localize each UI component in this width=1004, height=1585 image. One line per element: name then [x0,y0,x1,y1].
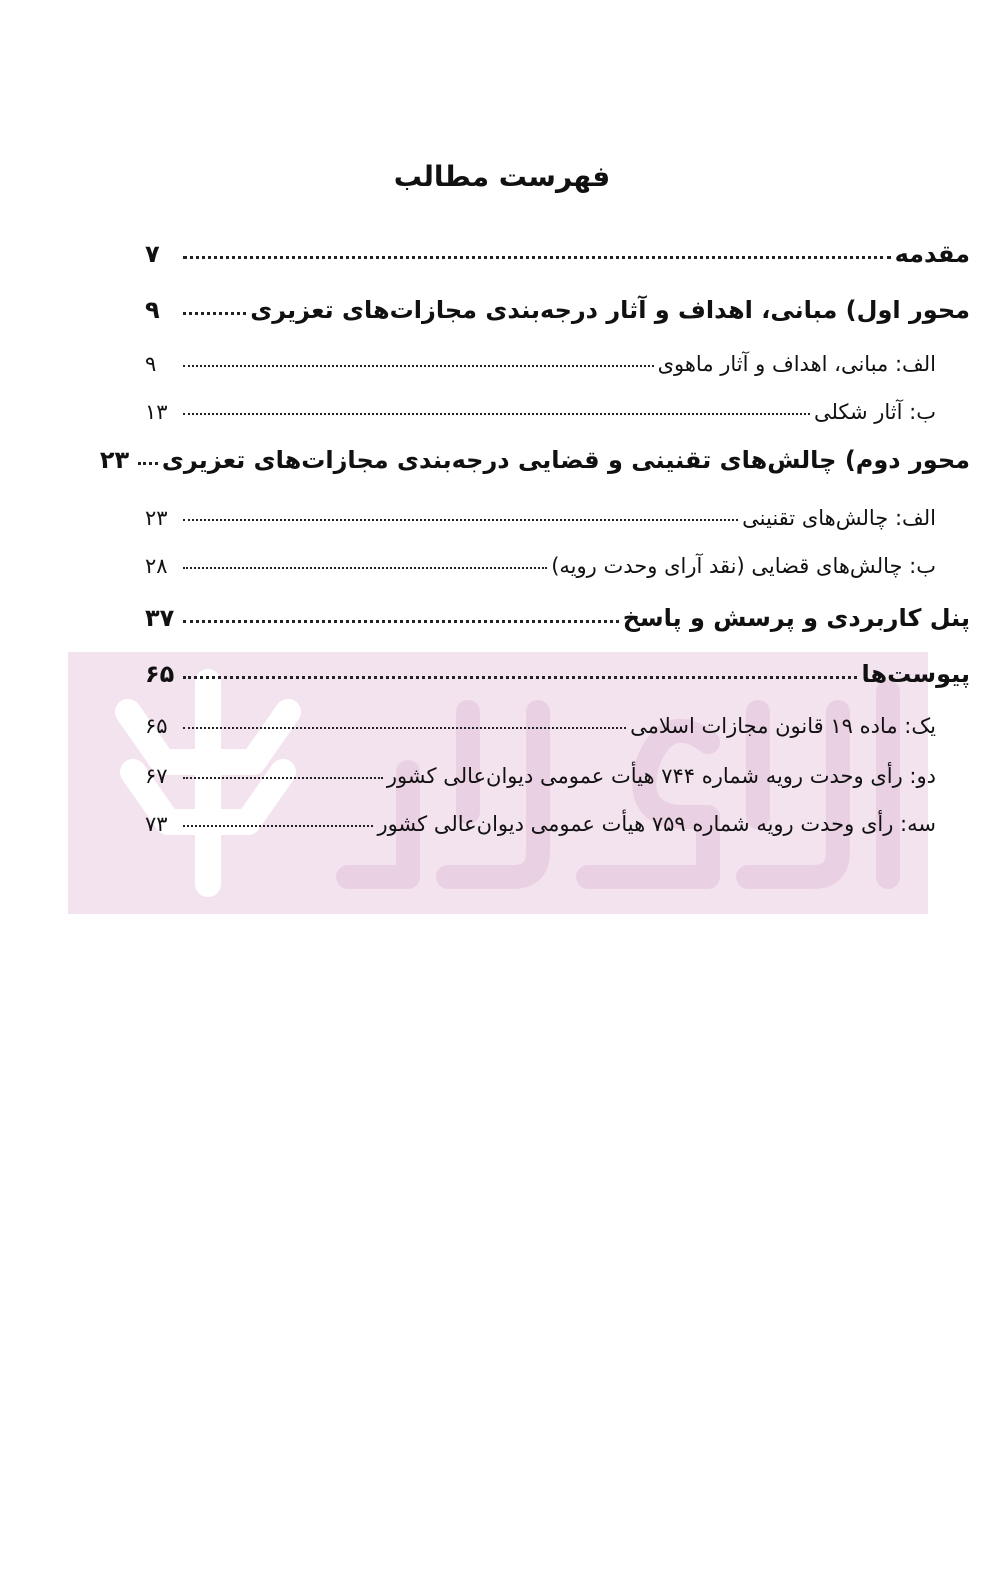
toc-entry-appendix-3[interactable] [145,796,970,836]
toc-entry-axis-2[interactable] [99,434,970,474]
toc-entry-label: ب: چالش‌های قضایی (نقد آرای وحدت رویه) [551,554,936,578]
dot-leader [183,825,373,827]
toc-entry-page: ۶۷ [145,764,168,788]
dot-leader [183,777,383,779]
toc-entry-page: ۲۳ [99,446,130,474]
dot-leader [183,567,547,569]
toc-entry-label: مقدمه [894,240,970,268]
dot-leader [183,256,891,259]
toc-entry-page: ۲۸ [145,554,168,578]
toc-entry-label: پیوست‌ها [861,660,970,688]
toc-entry-appendix-1[interactable] [145,698,970,738]
dot-leader [183,413,810,415]
dot-leader [183,519,738,521]
toc-entry-practical-panel[interactable] [145,592,970,632]
toc-entry-page: ۳۷ [145,604,175,632]
toc-entry-label: یک: ماده ۱۹ قانون مجازات اسلامی [630,714,936,738]
toc-entry-page: ۶۵ [145,714,168,738]
dot-leader [183,676,857,679]
page-title: فهرست مطالب [393,160,611,193]
toc-entry-axis-1-a[interactable] [145,336,970,376]
toc-entry-label: الف: مبانی، اهداف و آثار ماهوی [657,352,936,376]
toc-entry-axis-2-a[interactable] [145,490,970,530]
toc-entry-label: پنل کاربردی و پرسش و پاسخ [622,604,970,632]
toc-entry-label: ب: آثار شکلی [813,400,936,424]
toc-entry-page: ۷۳ [145,812,168,836]
dot-leader [138,462,158,465]
toc-entry-page: ۹ [145,296,160,324]
toc-entry-label: سه: رأی وحدت رویه شماره ۷۵۹ هیأت عمومی دیوان‌عالی کشور [377,812,936,836]
dot-leader [183,727,626,729]
toc-entry-page: ۲۳ [145,506,168,530]
toc-entry-axis-1[interactable] [145,284,970,324]
toc-entry-axis-2-b[interactable] [145,538,970,578]
toc-entry-introduction[interactable] [145,228,970,268]
toc-entry-label: محور اول) مبانی، اهداف و آثار درجه‌بندی مجازات‌های تعزیری [250,296,970,324]
toc-entry-page: ۹ [145,352,157,376]
toc-entry-axis-1-b[interactable] [145,384,970,424]
toc-entry-appendix-2[interactable] [145,748,970,788]
toc-entry-label: محور دوم) چالش‌های تقنینی و قضایی درجه‌بندی مجازات‌های تعزیری [161,446,970,474]
dot-leader [183,620,619,623]
toc-entry-label: الف: چالش‌های تقنینی [742,506,936,530]
toc-entry-appendices[interactable] [145,648,970,688]
toc-entry-label: دو: رأی وحدت رویه شماره ۷۴۴ هیأت عمومی دیوان‌عالی کشور [386,764,936,788]
dot-leader [183,365,654,367]
toc-entry-page: ۱۳ [145,400,168,424]
dot-leader [183,312,246,315]
toc-entry-page: ۶۵ [145,660,175,688]
toc-entry-page: ۷ [145,240,160,268]
